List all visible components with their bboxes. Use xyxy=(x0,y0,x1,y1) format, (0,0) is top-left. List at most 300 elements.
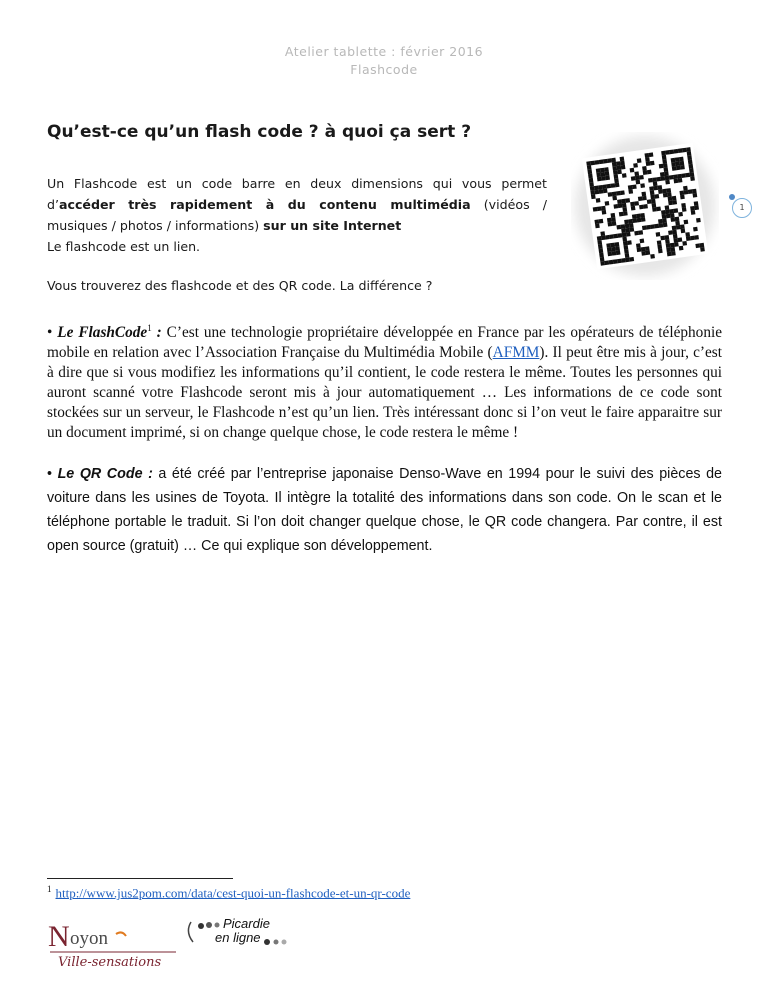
intro-text: (vidéos / xyxy=(470,197,548,212)
qr-module xyxy=(674,149,679,154)
qr-module xyxy=(656,232,661,237)
qr-module xyxy=(645,157,650,162)
intro-bold-text: sur un site Internet xyxy=(263,218,402,233)
qr-module xyxy=(611,217,616,222)
qr-module xyxy=(591,194,596,199)
qr-module xyxy=(652,207,657,212)
qr-module xyxy=(636,180,641,185)
qr-module xyxy=(667,252,672,257)
qr-module xyxy=(612,196,617,201)
qr-module xyxy=(597,206,602,211)
qr-module xyxy=(696,218,701,223)
bullet: • xyxy=(47,466,53,482)
qr-module xyxy=(641,247,646,252)
qr-module xyxy=(679,246,684,251)
qr-module xyxy=(681,203,686,208)
footnote xyxy=(47,884,410,901)
qr-module xyxy=(630,202,635,207)
qr-module xyxy=(606,243,611,248)
qr-module xyxy=(646,161,651,166)
qr-module xyxy=(684,220,689,225)
qr-module xyxy=(665,209,670,214)
qr-module xyxy=(691,210,696,215)
qr-module xyxy=(657,185,662,190)
qr-module xyxy=(688,160,693,165)
footnote-divider xyxy=(47,878,233,879)
qr-module xyxy=(662,189,667,194)
qr-module xyxy=(609,260,614,265)
flashcode-label: Le FlashCode xyxy=(57,324,148,342)
qr-module xyxy=(672,230,677,235)
qr-module xyxy=(604,260,609,265)
qr-module xyxy=(669,209,674,214)
qr-module xyxy=(602,184,607,189)
qr-module xyxy=(660,172,665,177)
qr-module xyxy=(667,192,672,197)
qr-module xyxy=(616,225,621,230)
qr-module xyxy=(676,166,681,171)
qr-module xyxy=(639,175,644,180)
qr-module xyxy=(678,178,683,183)
qr-module xyxy=(662,159,667,164)
qr-module xyxy=(595,190,600,195)
qr-module xyxy=(590,186,595,191)
qr-module xyxy=(668,196,673,201)
qr-module xyxy=(672,166,677,171)
qr-module xyxy=(668,201,673,206)
qr-module xyxy=(602,210,607,215)
qr-module xyxy=(605,171,610,176)
qr-module xyxy=(626,232,631,237)
qr-module xyxy=(624,219,629,224)
qr-module xyxy=(625,198,630,203)
qr-module xyxy=(617,259,622,264)
intro-text: d’ xyxy=(47,197,59,212)
qr-module xyxy=(690,172,695,177)
qr-module xyxy=(647,170,652,175)
qr-module xyxy=(625,224,630,229)
qr-module xyxy=(663,193,668,198)
qr-module xyxy=(688,189,693,194)
qr-module xyxy=(637,158,642,163)
qr-module xyxy=(645,250,650,255)
qr-module xyxy=(685,173,690,178)
qr-module xyxy=(665,205,670,210)
qr-module xyxy=(620,161,625,166)
qr-module xyxy=(678,148,683,153)
qr-module xyxy=(658,219,663,224)
qr-module xyxy=(601,176,606,181)
qr-module xyxy=(625,228,630,233)
qr-module xyxy=(693,227,698,232)
qr-module xyxy=(596,172,601,177)
qrcode-text: a été créé par l’entreprise japonaise Denso-Wave en 1994 pour le suivi des pièces de voiture dans les usines de Toyota. Il intègre la totalité des informations dans son code. On le scan et le téléphone portable le traduit. Si l’on doit changer quelque chose, le QR code changera. Par contre, il est open source (gratuit) … Ce qui explique son développement. xyxy=(47,466,722,554)
qr-module xyxy=(688,164,693,169)
qr-module xyxy=(675,221,680,226)
qr-module xyxy=(614,174,619,179)
qr-module xyxy=(665,176,670,181)
qr-module xyxy=(646,225,651,230)
qr-module xyxy=(633,163,638,168)
qr-module xyxy=(643,170,648,175)
footnote-link[interactable]: http://www.jus2pom.com/data/cest-quoi-un-flashcode-et-un-qr-code xyxy=(55,885,411,901)
qr-module xyxy=(675,161,680,166)
qr-module xyxy=(615,246,620,251)
qr-module xyxy=(638,230,643,235)
qr-module xyxy=(604,167,609,172)
qr-module xyxy=(671,158,676,163)
qr-module xyxy=(613,259,618,264)
qr-module xyxy=(650,190,655,195)
qr-module xyxy=(673,238,678,243)
qr-module xyxy=(650,195,655,200)
qr-module xyxy=(599,159,604,164)
qr-module xyxy=(650,254,655,259)
qr-module xyxy=(649,152,654,157)
qr-module xyxy=(640,213,645,218)
qr-module xyxy=(663,167,668,172)
qr-module xyxy=(622,173,627,178)
page-title: Qu’est-ce qu’un flash code ? à quoi ça sert ? xyxy=(47,122,472,142)
qr-module xyxy=(649,186,654,191)
qr-module xyxy=(611,213,616,218)
qr-module xyxy=(675,217,680,222)
qr-module xyxy=(611,183,616,188)
flashcode-colon: : xyxy=(151,324,162,342)
intro-line-3 xyxy=(47,215,547,236)
qr-module xyxy=(700,247,705,252)
qr-module xyxy=(607,158,612,163)
qr-module xyxy=(603,159,608,164)
qr-module xyxy=(678,237,683,242)
qr-module xyxy=(623,245,628,250)
qr-module xyxy=(638,196,643,201)
qr-module xyxy=(686,236,691,241)
page-number-badge: 1 xyxy=(732,198,752,218)
qr-module xyxy=(597,236,602,241)
qr-module xyxy=(659,164,664,169)
qr-module xyxy=(662,155,667,160)
qr-module xyxy=(641,251,646,256)
qr-module xyxy=(605,175,610,180)
header-title: Atelier tablette : février 2016 xyxy=(284,44,484,59)
qr-module xyxy=(666,243,671,248)
bullet: • xyxy=(47,324,53,342)
qr-module xyxy=(614,178,619,183)
qr-module xyxy=(642,225,647,230)
qr-module xyxy=(622,233,627,238)
footnote-number: 1 xyxy=(47,884,52,894)
qr-module xyxy=(613,170,618,175)
qr-module xyxy=(663,163,668,168)
qr-module xyxy=(597,177,602,182)
qr-module xyxy=(620,190,625,195)
qr-module xyxy=(680,165,685,170)
qr-code-image xyxy=(571,132,719,280)
qr-module xyxy=(672,196,677,201)
qr-module xyxy=(600,168,605,173)
qr-module xyxy=(621,199,626,204)
qr-module xyxy=(620,156,625,161)
qr-module xyxy=(617,170,622,175)
qr-module xyxy=(674,179,679,184)
qr-module xyxy=(596,198,601,203)
qr-module xyxy=(636,214,641,219)
qr-module xyxy=(682,207,687,212)
qr-module xyxy=(670,247,675,252)
qr-module xyxy=(665,180,670,185)
qr-module xyxy=(660,176,665,181)
qr-module xyxy=(680,224,685,229)
qr-module xyxy=(641,217,646,222)
svg-text:Ville-sensations: Ville-sensations xyxy=(58,955,162,970)
qr-module xyxy=(632,214,637,219)
qr-module xyxy=(637,247,642,252)
qr-module xyxy=(616,191,621,196)
qr-module xyxy=(628,189,633,194)
qr-module xyxy=(608,222,613,227)
qr-module xyxy=(600,261,605,266)
qr-module xyxy=(621,165,626,170)
qr-module xyxy=(676,225,681,230)
qr-module xyxy=(612,162,617,167)
qr-module xyxy=(673,208,678,213)
qr-module xyxy=(596,168,601,173)
qr-module xyxy=(643,204,648,209)
qr-module xyxy=(650,161,655,166)
qr-module xyxy=(599,249,604,254)
qr-module xyxy=(612,251,617,256)
qr-module xyxy=(663,223,668,228)
intro-line-4: Le flashcode est un lien. xyxy=(47,239,201,254)
qr-module xyxy=(659,223,664,228)
qr-module xyxy=(641,192,646,197)
qr-module xyxy=(694,235,699,240)
qr-module xyxy=(660,236,665,241)
qr-module xyxy=(642,166,647,171)
qr-module xyxy=(695,243,700,248)
qr-module xyxy=(613,234,618,239)
qr-module xyxy=(593,207,598,212)
qr-module xyxy=(621,224,626,229)
qr-module xyxy=(628,219,633,224)
qr-module xyxy=(635,176,640,181)
qr-module xyxy=(629,223,634,228)
svg-text:en ligne: en ligne xyxy=(215,930,261,945)
qr-module xyxy=(623,211,628,216)
qr-module xyxy=(615,183,620,188)
qr-module xyxy=(601,206,606,211)
qr-module xyxy=(675,157,680,162)
qr-module xyxy=(694,205,699,210)
qr-module xyxy=(590,190,595,195)
qr-module xyxy=(605,201,610,206)
qr-module xyxy=(627,240,632,245)
intro-bold-text: accéder très rapidement à du contenu multimédia xyxy=(59,197,471,212)
noyon-logo xyxy=(44,912,184,972)
qr-module xyxy=(648,178,653,183)
qr-module xyxy=(686,147,691,152)
qr-module xyxy=(622,237,627,242)
qr-module xyxy=(587,169,592,174)
qr-module xyxy=(616,161,621,166)
qr-module xyxy=(632,218,637,223)
qr-module xyxy=(693,193,698,198)
qrcode-paragraph xyxy=(47,462,722,558)
qr-module xyxy=(656,206,661,211)
qr-module xyxy=(683,186,688,191)
flashcode-text: ). Il peut être mis à jour, c’est à dire que si vous modifiez les informations qu’il contient, le code restera le même. Toutes les personnes qui auront scanné votre Flashcode seront mis à jour automatiquement … Les informations de ce code sont stockées sur un serveur, le Flashcode n’est qu’un lien. Très intéressant donc si l’on veut le faire apparaitre sur un document imprimé, si on change quelque chose, le code restera le même ! xyxy=(47,344,722,442)
qr-module xyxy=(639,205,644,210)
qr-module xyxy=(621,258,626,263)
afmm-link[interactable]: AFMM xyxy=(492,344,540,362)
qr-module xyxy=(598,244,603,249)
qr-module xyxy=(644,153,649,158)
qr-module xyxy=(661,210,666,215)
qr-module xyxy=(611,158,616,163)
qr-module xyxy=(630,168,635,173)
qr-module xyxy=(612,221,617,226)
flashcode-text: C’est une technologie propriétaire développée en France par les opérateurs de téléphonie mobile en relation avec l’Association Française du Multimédia Mobile ( xyxy=(47,324,723,362)
qr-module xyxy=(622,203,627,208)
qrcode-label: Le QR Code : xyxy=(57,466,153,482)
qr-module xyxy=(665,239,670,244)
qr-module xyxy=(684,190,689,195)
qr-module xyxy=(599,219,604,224)
qr-module xyxy=(601,235,606,240)
qr-module xyxy=(670,213,675,218)
qr-module xyxy=(666,247,671,252)
qr-module xyxy=(599,253,604,258)
qr-module xyxy=(669,149,674,154)
qr-module xyxy=(599,189,604,194)
qr-module xyxy=(625,257,630,262)
qr-module xyxy=(618,233,623,238)
subheading: Vous trouverez des flashcode et des QR code. La différence ? xyxy=(47,278,433,293)
qr-module xyxy=(634,201,639,206)
qr-module xyxy=(656,177,661,182)
qr-module xyxy=(672,200,677,205)
qr-module xyxy=(629,257,634,262)
qr-module xyxy=(634,231,639,236)
qr-module xyxy=(672,226,677,231)
svg-text:N: N xyxy=(48,920,70,953)
qr-module xyxy=(681,228,686,233)
qr-module xyxy=(600,257,605,262)
qr-module xyxy=(651,199,656,204)
qr-module xyxy=(622,207,627,212)
qr-module xyxy=(673,234,678,239)
intro-paragraph xyxy=(47,173,547,257)
qr-module xyxy=(653,186,658,191)
qr-module xyxy=(598,185,603,190)
qr-module xyxy=(670,243,675,248)
qr-module xyxy=(613,204,618,209)
qr-module xyxy=(615,242,620,247)
qr-module xyxy=(664,171,669,176)
qr-module xyxy=(616,250,621,255)
qr-module xyxy=(629,227,634,232)
qr-module xyxy=(652,177,657,182)
qr-module xyxy=(618,203,623,208)
qr-module xyxy=(589,178,594,183)
qr-module xyxy=(680,195,685,200)
qr-module xyxy=(597,240,602,245)
qr-module xyxy=(658,189,663,194)
qr-module xyxy=(590,161,595,166)
qr-module xyxy=(682,241,687,246)
qr-module xyxy=(607,251,612,256)
qr-module xyxy=(586,161,591,166)
qr-module xyxy=(606,184,611,189)
qr-module xyxy=(662,214,667,219)
qr-module xyxy=(658,249,663,254)
qr-module xyxy=(634,171,639,176)
qr-module xyxy=(640,238,645,243)
qr-module xyxy=(594,219,599,224)
qr-module xyxy=(680,161,685,166)
qr-module xyxy=(661,151,666,156)
qr-module xyxy=(681,173,686,178)
intro-line-1: Un Flashcode est un code barre en deux dimensions qui vous permet xyxy=(47,176,547,191)
qr-module xyxy=(611,247,616,252)
qr-module xyxy=(665,150,670,155)
qr-module xyxy=(628,185,633,190)
qr-module xyxy=(624,249,629,254)
qr-module xyxy=(662,218,667,223)
picardie-en-ligne-logo xyxy=(185,908,295,964)
qr-module xyxy=(607,218,612,223)
qr-module xyxy=(607,247,612,252)
qr-module xyxy=(625,253,630,258)
qr-module xyxy=(642,196,647,201)
qr-module xyxy=(674,242,679,247)
qr-module xyxy=(685,232,690,237)
qr-module xyxy=(609,234,614,239)
intro-text: musiques / photos / informations) xyxy=(47,218,264,233)
qr-module xyxy=(636,243,641,248)
qr-module xyxy=(670,217,675,222)
footnote-ref[interactable]: 1 xyxy=(147,323,152,333)
qr-module xyxy=(605,235,610,240)
qr-module xyxy=(677,174,682,179)
qr-module xyxy=(617,165,622,170)
qr-module xyxy=(650,224,655,229)
qr-module xyxy=(678,212,683,217)
qr-module xyxy=(669,175,674,180)
qr-module xyxy=(637,218,642,223)
qr-module xyxy=(595,160,600,165)
qr-module xyxy=(653,182,658,187)
qr-module xyxy=(654,224,659,229)
qr-module xyxy=(621,228,626,233)
qr-module xyxy=(617,199,622,204)
qr-module xyxy=(668,230,673,235)
qr-module xyxy=(673,174,678,179)
qr-module xyxy=(603,189,608,194)
qr-module xyxy=(666,188,671,193)
qr-module xyxy=(690,206,695,211)
qr-module xyxy=(682,148,687,153)
qr-module xyxy=(631,206,636,211)
qr-module xyxy=(671,162,676,167)
qr-module xyxy=(610,243,615,248)
qr-module xyxy=(657,240,662,245)
qr-module xyxy=(687,155,692,160)
qr-module xyxy=(690,236,695,241)
qr-module xyxy=(600,231,605,236)
qr-module xyxy=(645,246,650,251)
